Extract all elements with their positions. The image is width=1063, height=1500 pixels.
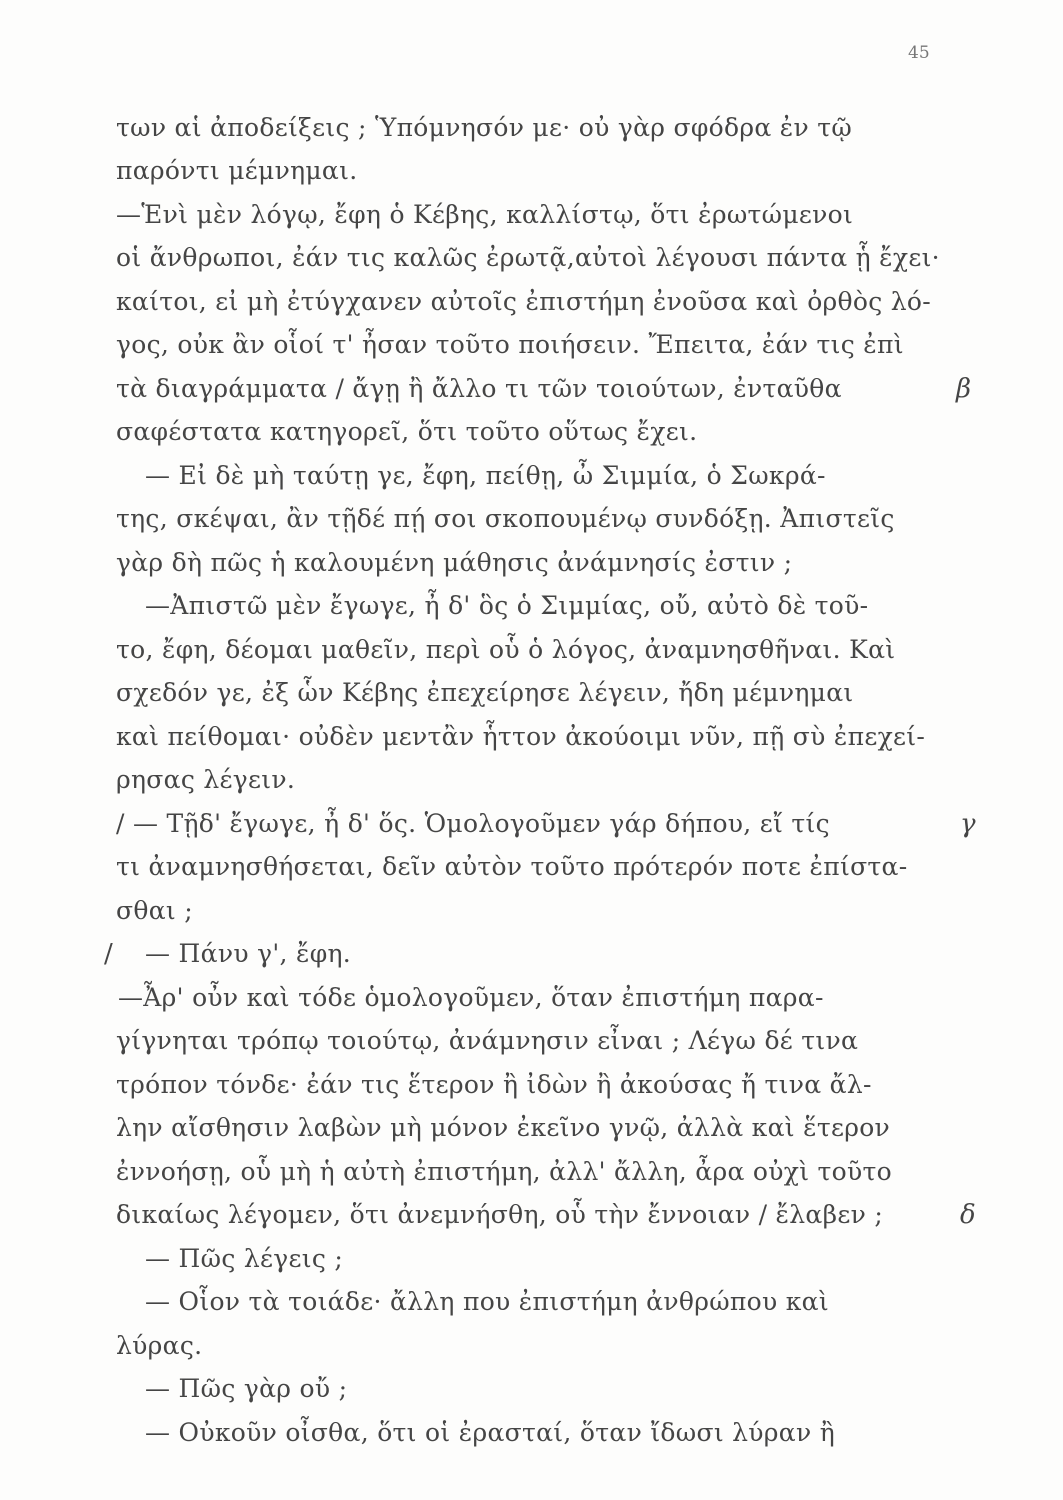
text-line: οἱ ἄνθρωποι, ἐάν τις καλῶς ἐρωτᾷ,αὐτοὶ λέγουσι πάντα ᾗ ἔχει· bbox=[116, 243, 940, 272]
text-line: ἐννοήσῃ, οὗ μὴ ἡ αὐτὴ ἐπιστήμη, ἀλλ' ἄλλη, ἆρα οὐχὶ τοῦτο bbox=[116, 1157, 892, 1186]
margin-marker-beta: β bbox=[956, 374, 972, 404]
text-line: λην αἴσθησιν λαβὼν μὴ μόνον ἐκεῖνο γνῷ, ἀλλὰ καὶ ἕτερον bbox=[116, 1113, 891, 1142]
text-line: σθαι ; bbox=[116, 896, 193, 925]
text-line: γὰρ δὴ πῶς ἡ καλουμένη μάθησις ἀνάμνησίς ἐστιν ; bbox=[116, 548, 793, 577]
text-line: — Οὐκοῦν οἶσθα, ὅτι οἱ ἐρασταί, ὅταν ἴδωσι λύραν ἢ bbox=[145, 1418, 836, 1447]
margin-marker-gamma: γ bbox=[960, 809, 976, 839]
text-line: λύρας. bbox=[116, 1331, 203, 1360]
text-line: καίτοι, εἰ μὴ ἐτύγχανεν αὐτοῖς ἐπιστήμη ἐνοῦσα καὶ ὀρθὸς λό- bbox=[116, 287, 932, 316]
text-line: δικαίως λέγομεν, ὅτι ἀνεμνήσθη, οὗ τὴν ἔννοιαν / ἔλαβεν ; bbox=[116, 1200, 884, 1229]
text-line: / — Τῇδ' ἔγωγε, ἦ δ' ὅς. Ὁμολογοῦμεν γάρ δήπου, εἴ τίς bbox=[116, 809, 830, 838]
text-line: των αἱ ἀποδείξεις ; Ὑπόμνησόν με· οὐ γὰρ σφόδρα ἐν τῷ bbox=[116, 113, 853, 142]
text-line: — Πάνυ γ', ἔφη. bbox=[145, 939, 352, 968]
text-line: παρόντι μέμνημαι. bbox=[116, 156, 358, 185]
text-line: — Πῶς γὰρ οὔ ; bbox=[145, 1374, 348, 1403]
text-line: τὰ διαγράμματα / ἄγῃ ἢ ἄλλο τι τῶν τοιούτων, ἐνταῦθα bbox=[116, 374, 842, 403]
margin-slash-mark: / bbox=[104, 939, 113, 969]
text-line: —Ἀπιστῶ μὲν ἔγωγε, ἦ δ' ὃς ὁ Σιμμίας, οὔ, αὐτὸ δὲ τοῦ- bbox=[145, 591, 869, 620]
text-line: σχεδόν γε, ἐξ ὧν Κέβης ἐπεχείρησε λέγειν, ἤδη μέμνημαι bbox=[116, 678, 854, 707]
text-line: ρησας λέγειν. bbox=[116, 765, 296, 794]
text-line: τι ἀναμνησθήσεται, δεῖν αὐτὸν τοῦτο πρότερόν ποτε ἐπίστα- bbox=[116, 852, 908, 881]
text-line: γίγνηται τρόπῳ τοιούτῳ, ἀνάμνησιν εἶναι ; Λέγω δέ τινα bbox=[116, 1026, 859, 1055]
text-line: το, ἔφη, δέομαι μαθεῖν, περὶ οὗ ὁ λόγος, ἀναμνησθῆναι. Καὶ bbox=[116, 635, 896, 664]
text-line: — Πῶς λέγεις ; bbox=[145, 1244, 344, 1273]
text-line: γος, οὐκ ἂν οἷοί τ' ἦσαν τοῦτο ποιήσειν. Ἔπειτα, ἐάν τις ἐπὶ bbox=[116, 330, 904, 359]
text-line: τρόπον τόνδε· ἐάν τις ἕτερον ἢ ἰδὼν ἢ ἀκούσας ἤ τινα ἄλ- bbox=[116, 1070, 872, 1099]
text-line: σαφέστατα κατηγορεῖ, ὅτι τοῦτο οὕτως ἔχει. bbox=[116, 417, 698, 446]
text-line: —Ἆρ' οὖν καὶ τόδε ὁμολογοῦμεν, ὅταν ἐπιστήμη παρα- bbox=[118, 983, 824, 1012]
text-line: —Ἑνὶ μὲν λόγῳ, ἔφη ὁ Κέβης, καλλίστῳ, ὅτι ἐρωτώμενοι bbox=[116, 200, 854, 229]
text-line: — Οἷον τὰ τοιάδε· ἄλλη που ἐπιστήμη ἀνθρώπου καὶ bbox=[145, 1287, 829, 1316]
page-number: 45 bbox=[908, 43, 930, 63]
margin-marker-delta: δ bbox=[960, 1200, 976, 1230]
text-line: της, σκέψαι, ἂν τῇδέ πῄ σοι σκοπουμένῳ συνδόξῃ. Ἀπιστεῖς bbox=[116, 504, 895, 533]
text-line: καὶ πείθομαι· οὐδὲν μεντἂν ἧττον ἀκούοιμι νῦν, πῇ σὺ ἐπεχεί- bbox=[116, 722, 926, 751]
text-line: — Εἰ δὲ μὴ ταύτῃ γε, ἔφη, πείθῃ, ὦ Σιμμία, ὁ Σωκρά- bbox=[145, 461, 826, 490]
